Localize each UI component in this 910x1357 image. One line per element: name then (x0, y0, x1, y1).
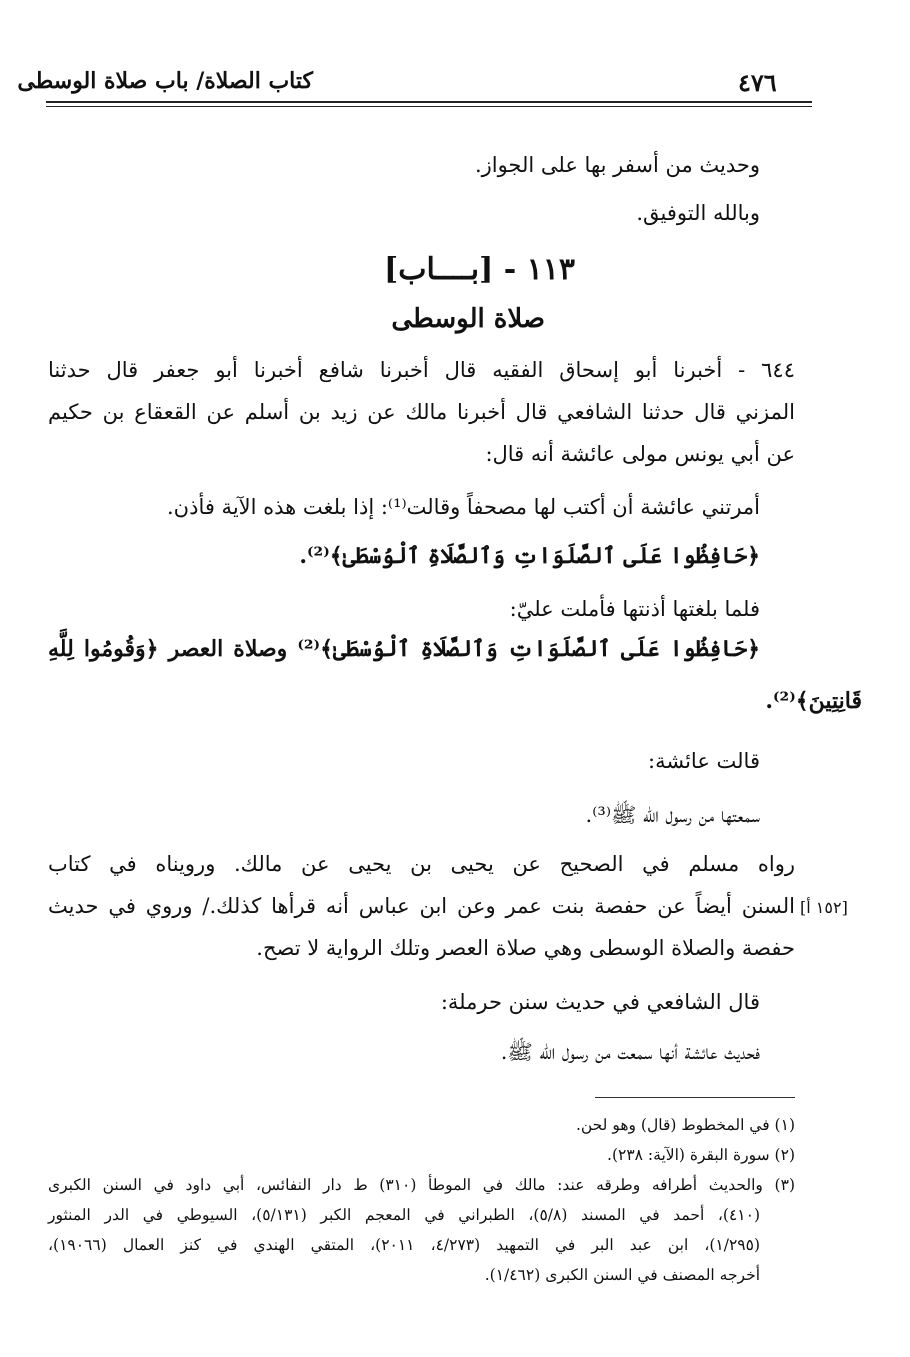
chapter-heading: ١١٣ - [بــــاب] (384, 252, 575, 287)
hadith-line: عن أبي يونس مولى عائشة أنه قال: (485, 442, 795, 466)
footnote-rule (595, 1097, 795, 1098)
footnote: (٢) سورة البقرة (الآية: ٢٣٨). (607, 1146, 795, 1164)
quran-verse-continued: قَانِتِينَ﴾⁽²⁾. (765, 688, 862, 714)
footnote-continued: (٤١٠)، أحمد في المسند (٥/٨)، الطبراني في المعجم الكبر (٥/١٣١)، السيوطي في الدر المنثور (48, 1206, 760, 1224)
header-rule (46, 101, 812, 103)
quran-verse: ﴿حَافِظُوا عَلَى ٱلصَّلَوَاتِ وَٱلصَّلَاةِ ٱلْوُسْطَىٰ﴾⁽²⁾ وصلاة العصر ﴿وَقُومُوا لِلَّهِ (48, 636, 760, 662)
hadith-line: ٦٤٤ - أخبرنا أبو إسحاق الفقيه قال أخبرنا شافع أخبرنا أبو جعفر قال حدثنا (48, 358, 795, 382)
chapter-title: صلاة الوسطى (391, 304, 545, 334)
quote-line: أمرتني عائشة أن أكتب لها مصحفاً وقالت⁽¹⁾: إذا بلغت هذه الآية فأذن. (167, 495, 760, 519)
text-line: وحديث من أسفر بها على الجواز. (474, 153, 760, 177)
footnote: (٣) والحديث أطرافه وطرقه عند: مالك في الموطأ (٣١٠) ط دار النفائس، أبي داود في السنن الكبرى (48, 1176, 795, 1194)
footnote: (١) في المخطوط (قال) وهو لحن. (575, 1116, 795, 1134)
text-line: وبالله التوفيق. (636, 201, 760, 225)
quran-verse: ﴿حَافِظُوا عَلَى ٱلصَّلَوَاتِ وَٱلصَّلَاةِ ٱلْوُسْطَىٰ﴾⁽²⁾. (299, 543, 760, 569)
text-line: قالت عائشة: (648, 749, 760, 773)
text-line: سمعتها من رسول الله ﷺ⁽³⁾. (585, 803, 760, 827)
page-number: ٤٧٦ (738, 68, 777, 97)
header-rule-thin (46, 106, 812, 107)
narration-line: رواه مسلم في الصحيح عن يحيى بن يحيى عن مالك. ورويناه في كتاب (48, 852, 795, 876)
margin-folio-note: [١٥٢ أ] (800, 898, 848, 917)
text-line: فحديث عائشة أنها سمعت من رسول الله ﷺ. (500, 1040, 760, 1064)
text-line: قال الشافعي في حديث سنن حرملة: (440, 990, 760, 1014)
footnote-continued: (١/٢٩٥)، ابن عبد البر في التمهيد (٤/٢٧٣، ٢٠١١)، المتقي الهندي في كنز العمال (١٩٠٦٦)، (48, 1236, 760, 1254)
narration-line: السنن أيضاً عن حفصة بنت عمر وعن ابن عباس أنه قرأها كذلك./ وروي في حديث (48, 894, 795, 918)
narration-line: حفصة والصلاة الوسطى وهي صلاة العصر وتلك الرواية لا تصح. (256, 936, 795, 960)
footnote-continued: أخرجه المصنف في السنن الكبرى (١/٤٦٢). (484, 1266, 760, 1284)
running-header-title: كتاب الصلاة/ باب صلاة الوسطى (17, 68, 313, 94)
quote-line: فلما بلغتها أذنتها فأملت عليّ: (509, 597, 760, 621)
hadith-line: المزني قال حدثنا الشافعي قال أخبرنا مالك عن زيد بن أسلم عن القعقاع بن حكيم (48, 400, 795, 424)
